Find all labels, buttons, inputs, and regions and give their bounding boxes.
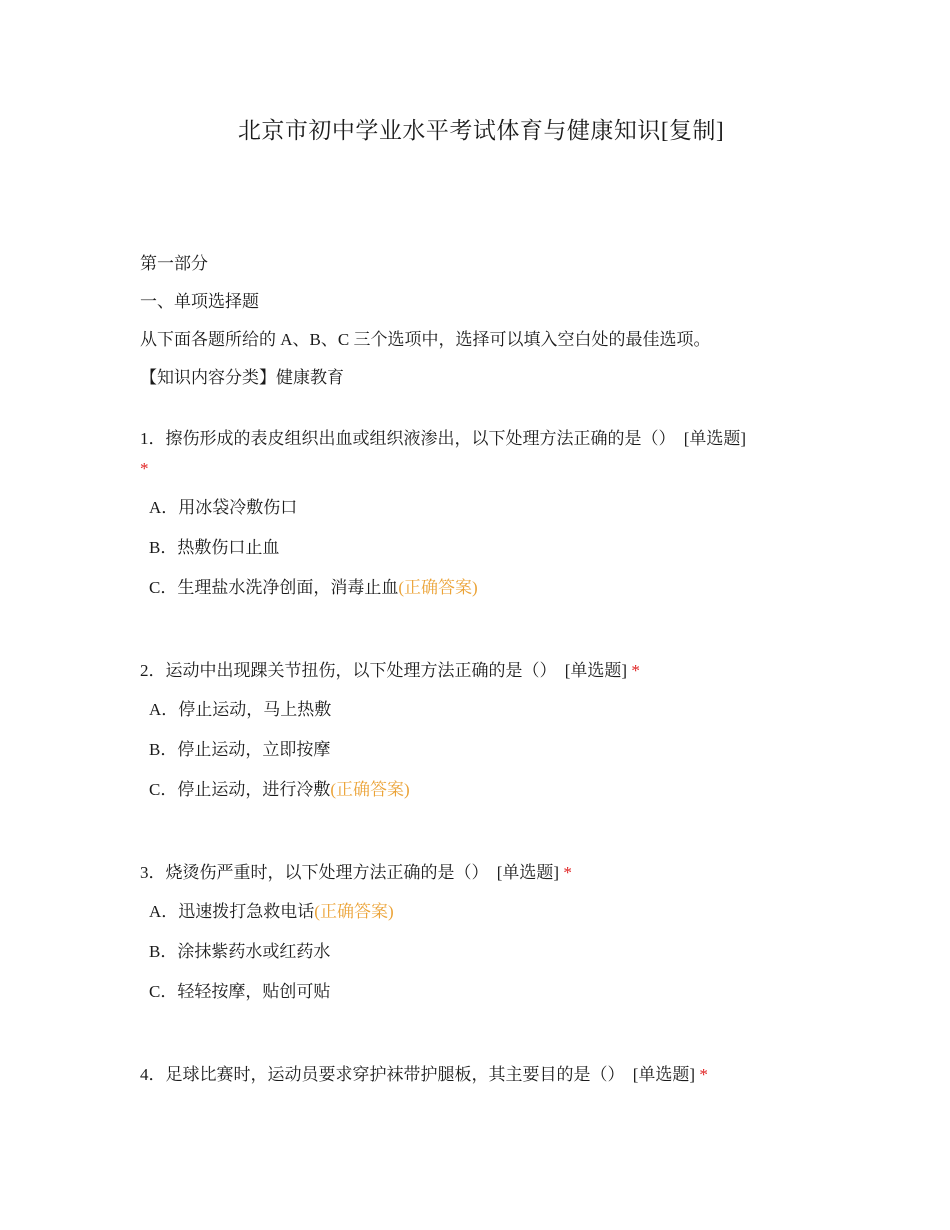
option-b[interactable] [149, 536, 820, 576]
question-4 [140, 1060, 820, 1090]
correct-answer-label: (正确答案) [398, 578, 478, 597]
option-letter: C． [149, 578, 178, 597]
option-c[interactable] [149, 980, 820, 1020]
question-1 [140, 424, 820, 616]
option-a[interactable] [149, 698, 820, 738]
question-stem [140, 424, 820, 484]
option-text: 用冰袋冷敷伤口 [178, 498, 298, 517]
question-text: 烧烫伤严重时，以下处理方法正确的是（） [165, 863, 489, 882]
options-list [140, 698, 820, 818]
question-type-label: [单选题] [632, 1065, 696, 1084]
page-title: 北京市初中学业水平考试体育与健康知识[复制] [237, 118, 725, 143]
question-number: 1． [140, 429, 166, 448]
required-mark: * [699, 1065, 708, 1084]
option-text: 迅速拨打急救电话 [178, 902, 315, 921]
option-text: 涂抹紫药水或红药水 [177, 942, 331, 961]
question-type-label: [单选题] [496, 863, 560, 882]
option-text: 停止运动，进行冷敷 [177, 780, 331, 799]
option-letter: B． [149, 538, 178, 557]
correct-answer-label: (正确答案) [314, 902, 394, 921]
part-heading: 第一部分 [140, 254, 208, 273]
option-letter: C． [149, 780, 178, 799]
option-letter: B． [149, 942, 178, 961]
question-stem [140, 1060, 820, 1090]
option-a[interactable] [149, 900, 820, 940]
option-b[interactable] [149, 940, 820, 980]
option-letter: A． [149, 700, 179, 719]
option-a[interactable] [149, 496, 820, 536]
correct-answer-label: (正确答案) [330, 780, 410, 799]
required-mark: * [631, 661, 640, 680]
option-text: 热敷伤口止血 [177, 538, 280, 557]
option-letter: A． [149, 902, 179, 921]
section-heading: 一、单项选择题 [140, 292, 259, 311]
option-letter: C． [149, 982, 178, 1001]
question-number: 2． [140, 661, 166, 680]
options-list [140, 496, 820, 616]
option-c[interactable] [149, 778, 820, 818]
question-3 [140, 858, 820, 1020]
option-letter: A． [149, 498, 179, 517]
option-text: 停止运动，马上热敷 [178, 700, 332, 719]
question-stem [140, 656, 820, 686]
option-text: 生理盐水洗净创面，消毒止血 [177, 578, 399, 597]
option-letter: B． [149, 740, 178, 759]
category-label: 【知识内容分类】健康教育 [140, 368, 344, 387]
question-text: 运动中出现踝关节扭伤，以下处理方法正确的是（） [165, 661, 557, 680]
option-b[interactable] [149, 738, 820, 778]
option-text: 轻轻按摩，贴创可贴 [177, 982, 331, 1001]
question-text: 擦伤形成的表皮组织出血或组织液渗出，以下处理方法正确的是（） [165, 429, 676, 448]
question-number: 4． [140, 1065, 166, 1084]
question-type-label: [单选题] [564, 661, 628, 680]
required-mark: * [563, 863, 572, 882]
required-mark: * [140, 459, 149, 478]
intro-block [140, 252, 820, 404]
instruction-text: 从下面各题所给的 A、B、C 三个选项中，选择可以填入空白处的最佳选项。 [140, 330, 711, 349]
question-stem [140, 858, 820, 888]
option-text: 停止运动，立即按摩 [177, 740, 331, 759]
question-number: 3． [140, 863, 166, 882]
question-2 [140, 656, 820, 818]
question-text: 足球比赛时，运动员要求穿护袜带护腿板，其主要目的是（） [165, 1065, 625, 1084]
options-list [140, 900, 820, 1020]
option-c[interactable] [149, 576, 820, 616]
question-type-label: [单选题] [683, 429, 747, 448]
